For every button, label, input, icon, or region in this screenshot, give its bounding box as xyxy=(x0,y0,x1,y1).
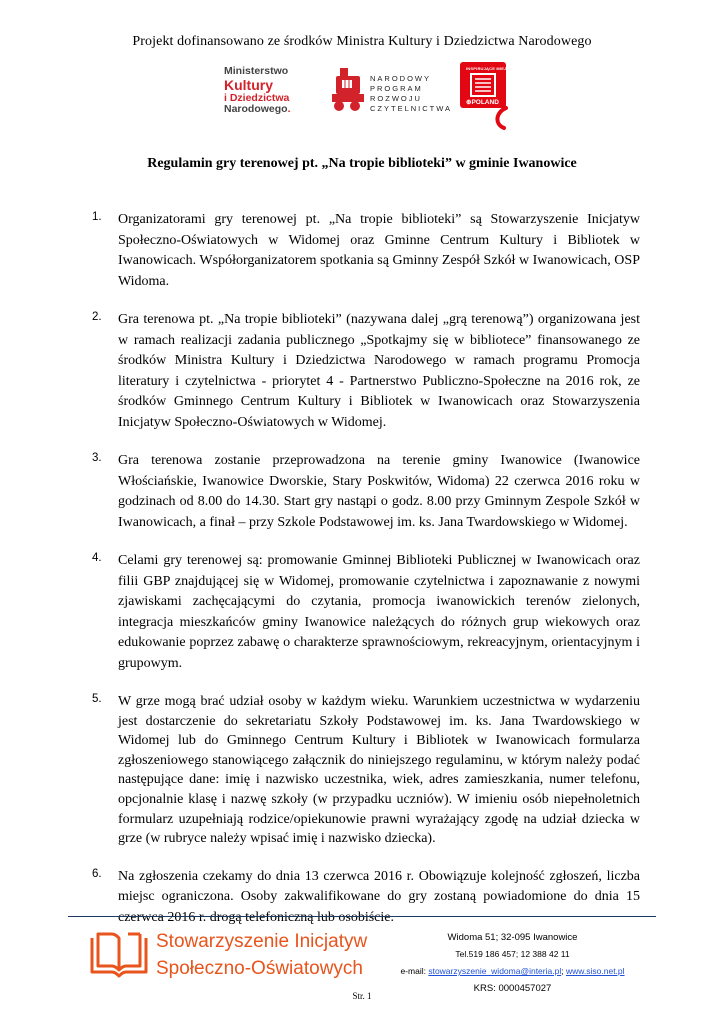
ministry-logo-line4: Narodowego xyxy=(224,103,288,115)
page-number: Str. 1 xyxy=(352,991,372,1001)
rule-text: Celami gry terenowej są: promowanie Gminnej Biblioteki Publicznej w Iwanowicach oraz filii GBP znajdującej się w Widomej, promowanie czytelnictwa i zapoznawanie z nowymi zjawiskami zachęcającymi do czytania, promocja iwanowickich terenów zielonych, integracja mieszkańców gminy Iwanowice należących do różnych grup wiekowych oraz edukowanie poprzez zabawę o charakterze sprawnościowym, rekreacyjnym, orientacyjnym i grupowym. xyxy=(118,553,640,671)
list-item xyxy=(92,551,640,674)
funding-note: Projekt dofinansowano ze środków Ministra Kultury i Dziedzictwa Narodowego xyxy=(132,34,592,49)
org-name-line2: Społeczno-Oświatowych xyxy=(156,958,363,979)
program-logo-line1: NARODOWY xyxy=(370,74,431,83)
list-item xyxy=(92,867,640,929)
contact-separator: ; xyxy=(561,966,566,976)
rule-text: W grze mogą brać udział osoby w każdym wieku. Warunkiem uczestnictwa w wydarzeniu jest dostarczenie do sekretariatu Szkoły Podstawowej im. ks. Jana Twardowskiego w Widomej lub do Gminnego Centrum Kultury i Bibliotek w Iwanowicach formularza zgłoszeniowego stanowiącego załącznik do niniejszego regulaminu, w którym należy podać następujące dane: imię i nazwisko uczestnika, wiek, adres zamieszkania, numer telefonu, opcjonalnie klasę i nazwę szkoły (w przypadku uczniów). W imieniu osób niepełnoletnich formularz uzupełniają rodzice/opiekunowie prawni wyrażający zgodę na udział dziecka w grze (w rubryce należy wpisać imię i nazwisko dziecka). xyxy=(118,694,640,847)
poland-logo-brand: ⊕POLAND xyxy=(466,99,499,106)
rule-number: 5. xyxy=(92,693,102,705)
org-name-line1: Stowarzyszenie Inicjatyw xyxy=(156,931,368,952)
ministry-logo-dot: . xyxy=(287,103,291,115)
list-item xyxy=(92,310,640,433)
contact-block xyxy=(380,929,645,997)
footer-divider xyxy=(68,916,656,917)
rules-list xyxy=(92,210,640,946)
document-title: Regulamin gry terenowej pt. „Na tropie biblioteki” w gminie Iwanowice xyxy=(147,156,577,171)
poland-logo xyxy=(460,62,516,134)
ministry-logo-line2: Kultury xyxy=(224,76,273,93)
association-logo xyxy=(88,926,388,984)
website-link[interactable]: www.siso.net.pl xyxy=(565,966,625,976)
list-item xyxy=(92,210,640,292)
krs-number: KRS: 0000457027 xyxy=(473,983,552,994)
email-label: e-mail: xyxy=(400,966,429,976)
rule-number: 4. xyxy=(92,552,102,564)
ministry-logo xyxy=(224,66,306,115)
rule-number: 1. xyxy=(92,211,102,223)
program-logo-line2: PROGRAM xyxy=(370,84,423,93)
locomotive-icon xyxy=(330,66,366,114)
sponsor-logos xyxy=(0,60,724,132)
rule-number: 3. xyxy=(92,452,102,464)
list-item xyxy=(92,692,640,849)
address: Widoma 51; 32-095 Iwanowice xyxy=(447,932,578,943)
reading-program-logo xyxy=(330,66,453,116)
list-item xyxy=(92,451,640,533)
open-book-icon xyxy=(88,928,150,982)
rule-number: 6. xyxy=(92,867,102,880)
ministry-logo-line1: Ministerstwo xyxy=(224,65,289,77)
email-link[interactable]: stowarzyszenie_widoma@interia.pl xyxy=(428,966,562,976)
ministry-logo-line3: i Dziedzictwa xyxy=(224,91,290,104)
rule-text: Gra terenowa zostanie przeprowadzona na terenie gminy Iwanowice (Iwanowice Włościańskie, Iwanowice Dworskie, Stary Poskwitów, Widoma) 22 czerwca 2016 roku w godzinach od 8.00 do 14.30. Start gry nastąpi o godz. 8.00 przy Gminnym Zespole Szkół w Iwanowicach, a finał – przy Szkole Podstawowej im. ks. Jana Twardowskiego w Widomej. xyxy=(118,453,640,530)
poland-logo-tag: INSPIRUJĄCE MIEJSCE xyxy=(466,66,516,71)
rule-text: Gra terenowa pt. „Na tropie biblioteki” (nazywana dalej „grą terenową”) organizowana jest w ramach realizacji zadania publicznego „Spotkajmy się w bibliotece” finansowanego ze środków Ministra Kultury i Dziedzictwa Narodowego w ramach programu Promocja literatury i czytelnictwa - priorytet 4 - Partnerstwo Publiczno-Społeczne na 2016 rok, ze środków Gminnego Centrum Kultury i Bibliotek w Iwanowicach oraz Stowarzyszenia Inicjatyw Społeczno-Oświatowych w Widomej. xyxy=(118,312,640,430)
program-logo-line4: CZYTELNICTWA xyxy=(370,104,453,113)
program-logo-line3: ROZWOJU xyxy=(370,94,422,103)
rule-text: Na zgłoszenia czekamy do dnia 13 czerwca 2016 r. Obowiązuje kolejność zgłoszeń, liczba miejsc ograniczona. Osoby zakwalifikowane do gry zostaną powiadomione do dnia 15 czerwca 2016 r. drogą telefoniczną lub osobiście. xyxy=(118,868,640,925)
rule-number: 2. xyxy=(92,311,102,323)
hook-icon xyxy=(490,106,512,132)
book-grid-icon xyxy=(470,73,496,97)
rule-text: Organizatorami gry terenowej pt. „Na tropie biblioteki” są Stowarzyszenie Inicjatyw Społeczno-Oświatowych w Widomej oraz Gminne Centrum Kultury i Bibliotek w Iwanowicach. Współorganizatorem spotkania są Gminny Zespół Szkół w Iwanowicach, OSP Widoma. xyxy=(118,212,640,289)
phone: Tel.519 186 457; 12 388 42 11 xyxy=(455,949,570,959)
